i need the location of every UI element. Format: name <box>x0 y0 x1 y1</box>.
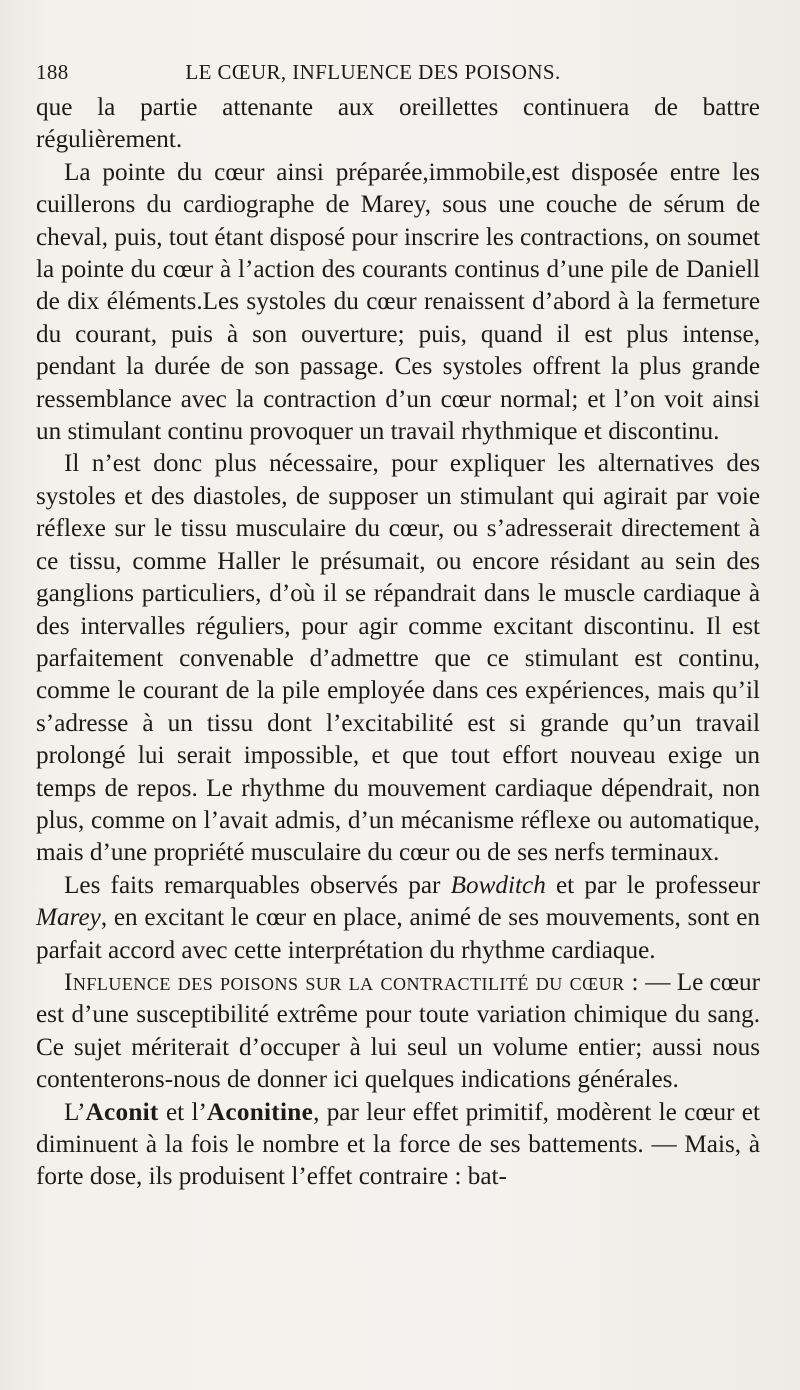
paragraph-6-text-3: , par leur effet primitif, modèrent le cœur et diminuent à la fois le nombre et la force de ses battements. — Mais, à forte dose, ils produisent l’effet contraire : bat- <box>36 1098 760 1191</box>
paragraph-5-text: — Le cœur est d’une susceptibilité extrême pour toute variation chimique du sang. Ce sujet mériterait d’occuper à lui seul un volume entier; aussi nous contenterons-nous de donner ici quelques indications générales. <box>36 968 760 1094</box>
paragraph-4-text-1: Les faits remarquables observés par <box>64 871 451 899</box>
paragraph-1: que la partie attenante aux oreillettes continuera de battre régulièrement. <box>36 94 760 154</box>
page-number: 188 <box>36 60 69 84</box>
paragraph-6-text-1: L’ <box>64 1098 86 1126</box>
paragraph-4-text-2: et par le professeur <box>545 871 760 899</box>
author-name-bowditch: Bowditch <box>450 871 546 899</box>
body-text <box>36 92 760 1194</box>
term-aconit: Aconit <box>85 1098 159 1126</box>
paragraph-6-text-2: et l’ <box>158 1098 207 1126</box>
paragraph-3: Il n’est donc plus nécessaire, pour expliquer les alternatives des systoles et des diastoles, de supposer un stimulant qui agirait par voie réflexe sur le tissu musculaire du cœur, ou s’adresserait directement à ce tissu, comme Haller le présumait, ou encore résidant au sein des ganglions particuliers, d’où il se répandrait dans le muscle cardiaque à des intervalles réguliers, pour agir comme excitant discontinu. Il est parfaitement convenable d’admettre que ce stimulant est continu, comme le courant de la pile employée dans ces expériences, mais qu’il s’adresse à un tissu dont l’excitabilité est si grande qu’un travail prolongé lui serait impossible, et que tout effort nouveau exige un temps de repos. Le rhythme du mouvement cardiaque dépendrait, non plus, comme on l’avait admis, d’un mécanisme réflexe ou automatique, mais d’une propriété musculaire du cœur ou de ses nerfs terminaux. <box>36 450 760 867</box>
paragraph-6 <box>36 1097 760 1194</box>
paragraph-2: La pointe du cœur ainsi préparée,immobile,est disposée entre les cuillerons du cardiographe de Marey, sous une couche de sérum de cheval, puis, tout étant disposé pour inscrire les contractions, on soumet la pointe du cœur à l’action des courants continus d’une pile de Daniell de dix éléments.Les systoles du cœur renaissent d’abord à la fermeture du courant, puis à son ouverture; puis, quand il est plus intense, pendant la durée de son passage. Ces systoles offrent la plus grande ressemblance avec la contraction d’un cœur normal; et l’on voit ainsi un stimulant continu provoquer un travail rhythmique et discontinu. <box>36 158 760 446</box>
page-header <box>36 52 760 92</box>
term-aconitine: Aconitine <box>206 1098 314 1126</box>
section-heading: Influence des poisons sur la contractilité du cœur : <box>64 968 639 996</box>
running-title: LE CŒUR, INFLUENCE DES POISONS. <box>185 60 561 84</box>
paragraph-4-text-3: , en excitant le cœur en place, animé de ses mouvements, sont en parfait accord avec cette interprétation du rhythme cardiaque. <box>36 904 760 964</box>
paragraph-4 <box>36 870 760 967</box>
author-name-marey: Marey <box>36 904 101 932</box>
paragraph-5 <box>36 967 760 1097</box>
